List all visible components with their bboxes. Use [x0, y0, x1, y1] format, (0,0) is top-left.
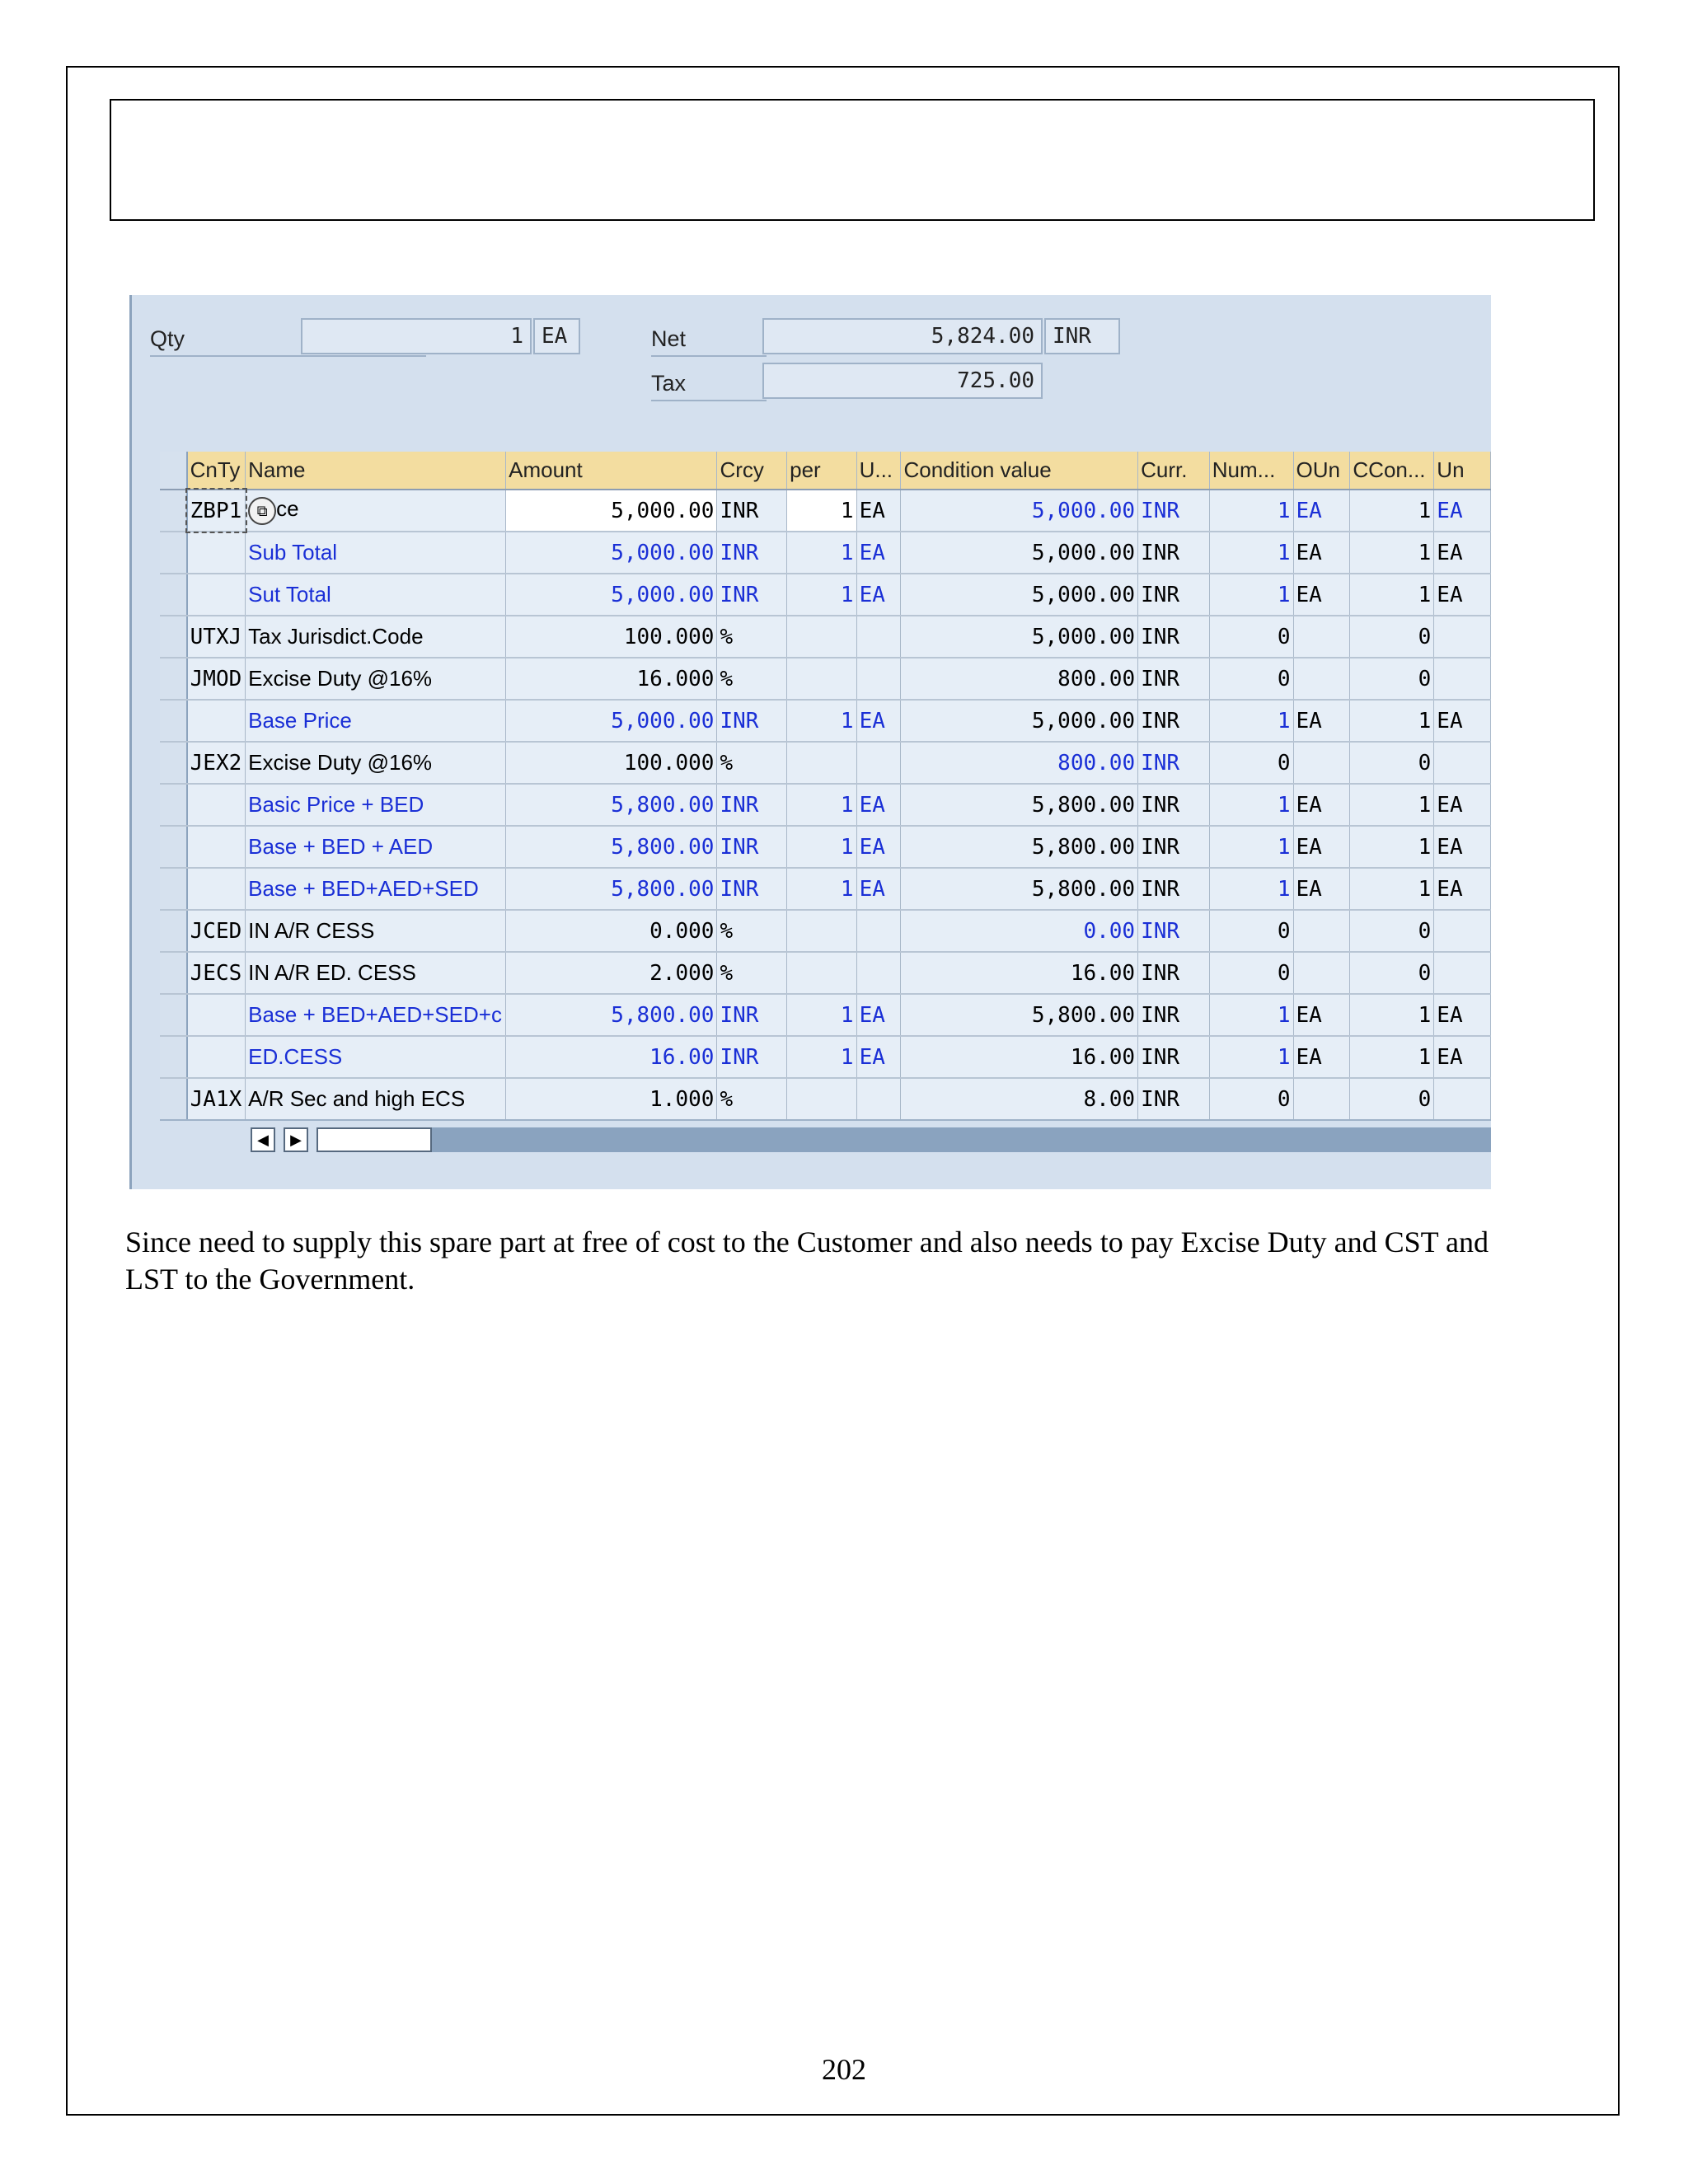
cell-num[interactable]: 1	[1209, 490, 1293, 532]
cell-name[interactable]	[246, 490, 506, 532]
cell-uom[interactable]	[856, 910, 901, 952]
cell-oun[interactable]: EA	[1293, 490, 1350, 532]
row-selector[interactable]	[160, 532, 187, 574]
cell-num[interactable]: 0	[1209, 910, 1293, 952]
cell-name[interactable]: A/R Sec and high ECS	[246, 1078, 506, 1120]
cell-uom[interactable]: EA	[856, 826, 901, 868]
cell-crcy[interactable]: INR	[717, 490, 787, 532]
cell-oun[interactable]	[1293, 658, 1350, 700]
cell-cond-value[interactable]: 16.00	[901, 952, 1138, 994]
cell-curr[interactable]: INR	[1138, 1078, 1210, 1120]
cell-amount[interactable]: 0.000	[506, 910, 717, 952]
cell-ccon[interactable]: 1	[1350, 532, 1434, 574]
cell-cnty[interactable]: ZBP1	[187, 490, 246, 532]
row-selector[interactable]	[160, 742, 187, 784]
cell-cond-value[interactable]: 0.00	[901, 910, 1138, 952]
cell-un[interactable]: EA	[1434, 574, 1491, 616]
cell-ccon[interactable]: 1	[1350, 994, 1434, 1036]
cell-cond-value[interactable]: 5,800.00	[901, 868, 1138, 910]
table-row[interactable]	[160, 826, 1491, 868]
cell-curr[interactable]: INR	[1138, 574, 1210, 616]
cell-amount[interactable]: 5,800.00	[506, 826, 717, 868]
cell-cond-value[interactable]: 16.00	[901, 1036, 1138, 1078]
cell-un[interactable]	[1434, 1078, 1491, 1120]
row-selector[interactable]	[160, 994, 187, 1036]
cell-amount[interactable]: 5,800.00	[506, 868, 717, 910]
cell-name[interactable]: Base Price	[246, 700, 506, 742]
cell-num[interactable]: 1	[1209, 784, 1293, 826]
cell-cond-value[interactable]: 5,800.00	[901, 994, 1138, 1036]
cell-crcy[interactable]: %	[717, 742, 787, 784]
row-selector[interactable]	[160, 490, 187, 532]
scroll-right-icon[interactable]: ▶	[284, 1127, 308, 1152]
cell-ccon[interactable]: 0	[1350, 742, 1434, 784]
cell-name[interactable]: Base + BED + AED	[246, 826, 506, 868]
cell-per[interactable]: 1	[787, 784, 856, 826]
net-currency-field[interactable]: INR	[1044, 318, 1120, 354]
cell-uom[interactable]: EA	[856, 784, 901, 826]
cell-un[interactable]	[1434, 658, 1491, 700]
cell-ccon[interactable]: 1	[1350, 784, 1434, 826]
table-row[interactable]	[160, 952, 1491, 994]
cell-name[interactable]: Basic Price + BED	[246, 784, 506, 826]
table-row[interactable]	[160, 1036, 1491, 1078]
cell-oun[interactable]	[1293, 1078, 1350, 1120]
cell-per[interactable]	[787, 952, 856, 994]
row-selector[interactable]	[160, 784, 187, 826]
cell-cond-value[interactable]: 5,000.00	[901, 490, 1138, 532]
cell-ccon[interactable]: 1	[1350, 700, 1434, 742]
cell-name[interactable]: Base + BED+AED+SED+c	[246, 994, 506, 1036]
horizontal-scrollbar[interactable]	[160, 1119, 1491, 1157]
cell-cond-value[interactable]: 800.00	[901, 658, 1138, 700]
cell-un[interactable]: EA	[1434, 784, 1491, 826]
cell-curr[interactable]: INR	[1138, 994, 1210, 1036]
cell-crcy[interactable]: INR	[717, 994, 787, 1036]
table-row[interactable]	[160, 490, 1491, 532]
cell-per[interactable]	[787, 658, 856, 700]
cell-cond-value[interactable]: 5,000.00	[901, 616, 1138, 658]
qty-field[interactable]: 1	[301, 318, 532, 354]
column-header[interactable]: CnTy	[187, 452, 246, 490]
cell-cnty[interactable]	[187, 868, 246, 910]
cell-cnty[interactable]: JEX2	[187, 742, 246, 784]
cell-crcy[interactable]: INR	[717, 826, 787, 868]
header-box	[110, 99, 1595, 221]
cell-oun[interactable]: EA	[1293, 784, 1350, 826]
cell-amount[interactable]: 5,000.00	[506, 574, 717, 616]
cell-num[interactable]: 1	[1209, 826, 1293, 868]
cell-name[interactable]: Tax Jurisdict.Code	[246, 616, 506, 658]
cell-per[interactable]: 1	[787, 868, 856, 910]
table-row[interactable]	[160, 532, 1491, 574]
cell-num[interactable]: 0	[1209, 952, 1293, 994]
cell-un[interactable]: EA	[1434, 490, 1491, 532]
cell-crcy[interactable]: %	[717, 1078, 787, 1120]
row-selector[interactable]	[160, 952, 187, 994]
row-selector[interactable]	[160, 1036, 187, 1078]
body-paragraph: Since need to supply this spare part at free of cost to the Customer and also needs to pay Excise Duty and CST and LST to the Government.	[125, 1226, 1489, 1296]
table-row[interactable]	[160, 574, 1491, 616]
cell-name[interactable]: Excise Duty @16%	[246, 658, 506, 700]
cell-crcy[interactable]: %	[717, 616, 787, 658]
cell-ccon[interactable]: 0	[1350, 952, 1434, 994]
cell-ccon[interactable]: 0	[1350, 1078, 1434, 1120]
cell-un[interactable]: EA	[1434, 994, 1491, 1036]
cell-ccon[interactable]: 1	[1350, 490, 1434, 532]
cell-curr[interactable]: INR	[1138, 616, 1210, 658]
cell-per[interactable]	[787, 616, 856, 658]
row-selector[interactable]	[160, 1078, 187, 1120]
cell-amount[interactable]: 100.000	[506, 616, 717, 658]
row-selector[interactable]	[160, 658, 187, 700]
cell-cnty[interactable]	[187, 532, 246, 574]
cell-cond-value[interactable]: 5,000.00	[901, 574, 1138, 616]
table-row[interactable]	[160, 1078, 1491, 1120]
cell-cnty[interactable]	[187, 994, 246, 1036]
cell-un[interactable]	[1434, 910, 1491, 952]
tax-value-field[interactable]: 725.00	[762, 363, 1043, 399]
table-row[interactable]	[160, 784, 1491, 826]
cell-oun[interactable]: EA	[1293, 574, 1350, 616]
cell-amount[interactable]: 16.00	[506, 1036, 717, 1078]
cell-un[interactable]: EA	[1434, 826, 1491, 868]
cell-curr[interactable]: INR	[1138, 658, 1210, 700]
cell-name[interactable]: Sub Total	[246, 532, 506, 574]
cell-oun[interactable]	[1293, 952, 1350, 994]
cell-per[interactable]: 1	[787, 490, 856, 532]
cell-cnty[interactable]: JMOD	[187, 658, 246, 700]
cell-amount[interactable]: 5,000.00	[506, 532, 717, 574]
cell-per[interactable]: 1	[787, 994, 856, 1036]
column-header[interactable]: U...	[856, 452, 901, 490]
cell-ccon[interactable]: 1	[1350, 1036, 1434, 1078]
cell-cond-value[interactable]: 800.00	[901, 742, 1138, 784]
cell-cond-value[interactable]: 5,800.00	[901, 784, 1138, 826]
conditions-table	[160, 452, 1491, 1121]
cell-crcy[interactable]: %	[717, 952, 787, 994]
sap-pricing-screen	[129, 295, 1491, 1189]
cell-per[interactable]: 1	[787, 1036, 856, 1078]
cell-curr[interactable]: INR	[1138, 1036, 1210, 1078]
cell-uom[interactable]: EA	[856, 868, 901, 910]
cell-cnty[interactable]: JA1X	[187, 1078, 246, 1120]
page-number: 202	[822, 2053, 866, 2086]
qty-unit-field[interactable]: EA	[533, 318, 580, 354]
cell-name[interactable]: ED.CESS	[246, 1036, 506, 1078]
scroll-left-icon[interactable]: ◀	[251, 1127, 275, 1152]
cell-crcy[interactable]: INR	[717, 868, 787, 910]
cell-amount[interactable]: 5,000.00	[506, 700, 717, 742]
column-header[interactable]: Num...	[1209, 452, 1293, 490]
cell-oun[interactable]: EA	[1293, 700, 1350, 742]
net-value-field[interactable]: 5,824.00	[762, 318, 1043, 354]
cell-un[interactable]: EA	[1434, 532, 1491, 574]
cell-un[interactable]	[1434, 952, 1491, 994]
cell-curr[interactable]: INR	[1138, 910, 1210, 952]
cell-curr[interactable]: INR	[1138, 826, 1210, 868]
cell-per[interactable]	[787, 910, 856, 952]
row-selector[interactable]	[160, 826, 187, 868]
cell-num[interactable]: 1	[1209, 574, 1293, 616]
column-header[interactable]: per	[787, 452, 856, 490]
cell-num[interactable]: 1	[1209, 700, 1293, 742]
cell-un[interactable]	[1434, 742, 1491, 784]
cell-amount[interactable]: 2.000	[506, 952, 717, 994]
cell-curr[interactable]: INR	[1138, 784, 1210, 826]
column-header[interactable]: Condition value	[901, 452, 1138, 490]
table-row[interactable]	[160, 868, 1491, 910]
qty-label: Qty	[150, 326, 426, 357]
cell-amount[interactable]: 100.000	[506, 742, 717, 784]
column-header[interactable]: Curr.	[1138, 452, 1210, 490]
cell-num[interactable]: 1	[1209, 994, 1293, 1036]
cell-ccon[interactable]: 0	[1350, 658, 1434, 700]
cell-un[interactable]: EA	[1434, 1036, 1491, 1078]
cell-uom[interactable]: EA	[856, 490, 901, 532]
cell-uom[interactable]: EA	[856, 994, 901, 1036]
cursor-icon: ⧉	[248, 497, 276, 525]
cell-num[interactable]: 0	[1209, 658, 1293, 700]
cell-uom[interactable]	[856, 742, 901, 784]
cell-per[interactable]: 1	[787, 574, 856, 616]
cell-oun[interactable]	[1293, 616, 1350, 658]
cell-per[interactable]: 1	[787, 532, 856, 574]
cell-crcy[interactable]: %	[717, 910, 787, 952]
cell-name[interactable]: Excise Duty @16%	[246, 742, 506, 784]
row-selector[interactable]	[160, 700, 187, 742]
cell-curr[interactable]: INR	[1138, 742, 1210, 784]
table-row[interactable]	[160, 910, 1491, 952]
cell-oun[interactable]: EA	[1293, 826, 1350, 868]
table-row[interactable]	[160, 994, 1491, 1036]
cell-crcy[interactable]: %	[717, 658, 787, 700]
column-header[interactable]: Crcy	[717, 452, 787, 490]
table-row[interactable]	[160, 742, 1491, 784]
cell-amount[interactable]: 5,000.00	[506, 490, 717, 532]
row-selector[interactable]	[160, 868, 187, 910]
cell-cnty[interactable]: UTXJ	[187, 616, 246, 658]
cell-num[interactable]: 1	[1209, 532, 1293, 574]
column-header[interactable]: CCon...	[1350, 452, 1434, 490]
column-header[interactable]: OUn	[1293, 452, 1350, 490]
cell-oun[interactable]	[1293, 910, 1350, 952]
cell-crcy[interactable]: INR	[717, 784, 787, 826]
cell-ccon[interactable]: 1	[1350, 868, 1434, 910]
cell-name[interactable]: Sut Total	[246, 574, 506, 616]
cell-uom[interactable]	[856, 952, 901, 994]
scroll-thumb[interactable]	[316, 1127, 432, 1152]
cell-un[interactable]: EA	[1434, 868, 1491, 910]
cell-num[interactable]: 0	[1209, 1078, 1293, 1120]
cell-cnty[interactable]: JECS	[187, 952, 246, 994]
cell-uom[interactable]: EA	[856, 700, 901, 742]
column-header[interactable]: Amount	[506, 452, 717, 490]
cell-cnty[interactable]	[187, 784, 246, 826]
cell-cnty[interactable]	[187, 1036, 246, 1078]
table-row[interactable]	[160, 658, 1491, 700]
cell-uom[interactable]: EA	[856, 1036, 901, 1078]
cell-crcy[interactable]: INR	[717, 1036, 787, 1078]
cell-cond-value[interactable]: 5,800.00	[901, 826, 1138, 868]
cell-amount[interactable]: 5,800.00	[506, 784, 717, 826]
cell-crcy[interactable]: INR	[717, 574, 787, 616]
cell-uom[interactable]: EA	[856, 574, 901, 616]
cell-un[interactable]	[1434, 616, 1491, 658]
cell-uom[interactable]: EA	[856, 532, 901, 574]
cell-curr[interactable]: INR	[1138, 532, 1210, 574]
cell-num[interactable]: 0	[1209, 742, 1293, 784]
cell-uom[interactable]	[856, 616, 901, 658]
scroll-track[interactable]	[316, 1127, 1491, 1152]
select-all-cell[interactable]	[160, 452, 187, 490]
cell-curr[interactable]: INR	[1138, 952, 1210, 994]
cell-crcy[interactable]: INR	[717, 532, 787, 574]
table-row[interactable]	[160, 700, 1491, 742]
cell-per[interactable]	[787, 742, 856, 784]
table-header-row	[160, 452, 1491, 490]
row-selector[interactable]	[160, 574, 187, 616]
cell-per[interactable]	[787, 1078, 856, 1120]
cell-ccon[interactable]: 0	[1350, 616, 1434, 658]
cell-curr[interactable]: INR	[1138, 490, 1210, 532]
cell-uom[interactable]	[856, 658, 901, 700]
cell-name[interactable]: Base + BED+AED+SED	[246, 868, 506, 910]
cell-name-text: ce	[276, 496, 299, 522]
cell-name[interactable]: IN A/R CESS	[246, 910, 506, 952]
cell-oun[interactable]: EA	[1293, 868, 1350, 910]
cell-cnty[interactable]: JCED	[187, 910, 246, 952]
column-header[interactable]: Name	[246, 452, 506, 490]
cell-cond-value[interactable]: 8.00	[901, 1078, 1138, 1120]
cell-crcy[interactable]: INR	[717, 700, 787, 742]
cell-oun[interactable]: EA	[1293, 532, 1350, 574]
cell-cnty[interactable]	[187, 826, 246, 868]
cell-oun[interactable]: EA	[1293, 994, 1350, 1036]
cell-oun[interactable]	[1293, 742, 1350, 784]
cell-ccon[interactable]: 1	[1350, 826, 1434, 868]
cell-num[interactable]: 0	[1209, 616, 1293, 658]
cell-ccon[interactable]: 0	[1350, 910, 1434, 952]
column-header[interactable]: Un	[1434, 452, 1491, 490]
cell-oun[interactable]: EA	[1293, 1036, 1350, 1078]
cell-uom[interactable]	[856, 1078, 901, 1120]
cell-num[interactable]: 1	[1209, 868, 1293, 910]
table-row[interactable]	[160, 616, 1491, 658]
cell-amount[interactable]: 1.000	[506, 1078, 717, 1120]
cell-curr[interactable]: INR	[1138, 700, 1210, 742]
cell-cond-value[interactable]: 5,000.00	[901, 532, 1138, 574]
cell-per[interactable]: 1	[787, 826, 856, 868]
cell-num[interactable]: 1	[1209, 1036, 1293, 1078]
cell-ccon[interactable]: 1	[1350, 574, 1434, 616]
cell-amount[interactable]: 5,800.00	[506, 994, 717, 1036]
cell-name[interactable]: IN A/R ED. CESS	[246, 952, 506, 994]
cell-cond-value[interactable]: 5,000.00	[901, 700, 1138, 742]
tax-label: Tax	[651, 371, 767, 401]
cell-cnty[interactable]	[187, 574, 246, 616]
cell-cnty[interactable]	[187, 700, 246, 742]
cell-curr[interactable]: INR	[1138, 868, 1210, 910]
cell-amount[interactable]: 16.000	[506, 658, 717, 700]
net-label: Net	[651, 326, 767, 357]
row-selector[interactable]	[160, 616, 187, 658]
cell-un[interactable]: EA	[1434, 700, 1491, 742]
cell-per[interactable]: 1	[787, 700, 856, 742]
row-selector[interactable]	[160, 910, 187, 952]
